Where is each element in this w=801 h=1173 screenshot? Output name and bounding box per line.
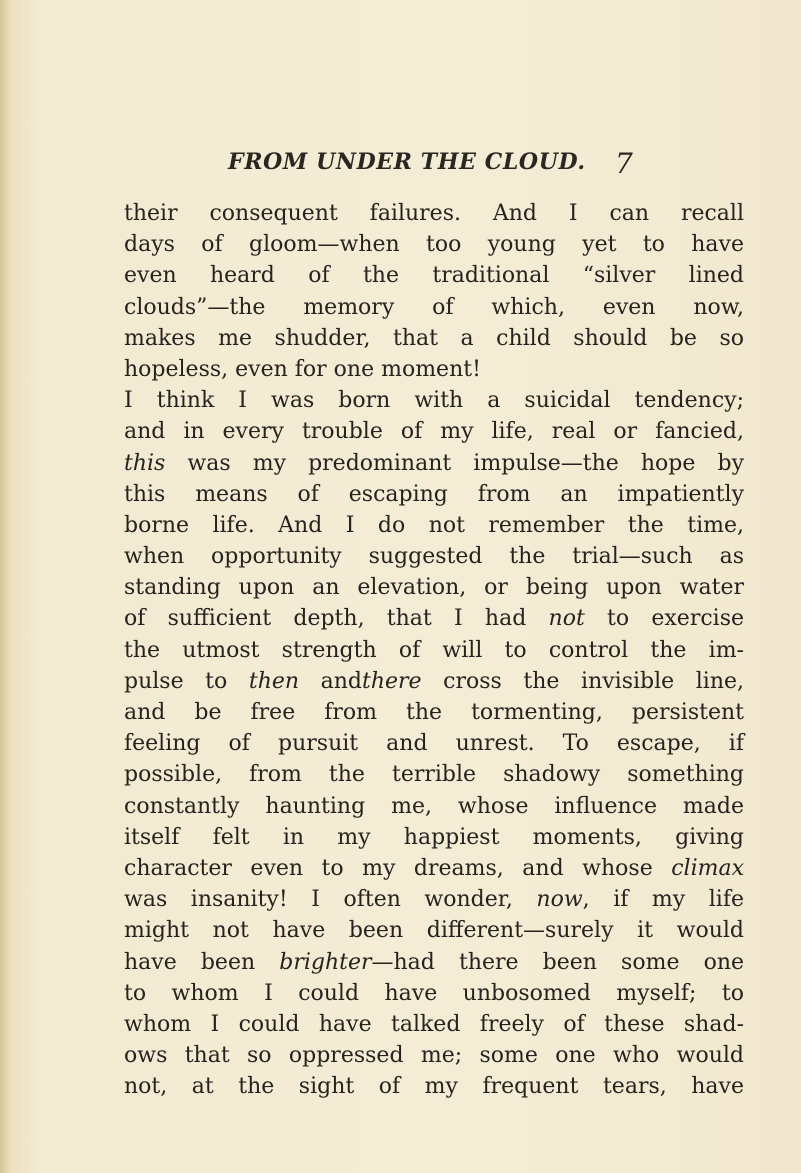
page-gutter-shadow <box>0 0 10 1173</box>
text-line: might not have been different—surely it would <box>124 918 744 944</box>
text-line <box>124 666 744 697</box>
text-line: to whom I could have unbosomed myself; to <box>124 980 744 1006</box>
page-number: 7 <box>615 147 633 180</box>
text-line: days of gloom—when too young yet to have <box>124 232 744 258</box>
text-line: and be free from the tormenting, persistent <box>124 700 744 725</box>
italic-word: now <box>536 887 583 913</box>
text-line: the utmost strength of will to control the im- <box>124 637 744 663</box>
running-title: FROM UNDER THE CLOUD. <box>228 149 586 175</box>
text-line: borne life. And I do not remember the time, <box>124 512 744 538</box>
text-line: hopeless, even for one moment! <box>124 356 481 382</box>
text-line: whom I could have talked freely of these shad- <box>124 1011 744 1037</box>
text-line: and in every trouble of my life, real or fancied, <box>124 419 744 445</box>
text-line <box>124 947 744 978</box>
text-line: constantly haunting me, whose influence made <box>124 793 744 819</box>
italic-word: not <box>548 606 585 632</box>
text-line: clouds”—the memory of which, even now, <box>124 294 744 320</box>
italic-word: there <box>362 668 422 694</box>
text-line <box>124 853 744 884</box>
italic-word: then <box>248 668 300 694</box>
line-part: and <box>299 668 363 694</box>
text-line: possible, from the terrible shadowy something <box>124 762 744 788</box>
body-text <box>124 198 744 1102</box>
text-line <box>124 884 744 915</box>
text-line: when opportunity suggested the trial—such as <box>124 544 744 570</box>
italic-word: this <box>124 450 166 476</box>
line-part: , if my life <box>582 887 744 913</box>
italic-word: climax <box>671 855 744 881</box>
italic-word: brighter <box>279 949 372 975</box>
line-part: have been <box>124 949 280 975</box>
line-part: was insanity! I often wonder, <box>124 887 537 913</box>
text-line: itself felt in my happiest moments, giving <box>124 824 744 850</box>
line-part: of sufficient depth, that I had <box>124 606 549 632</box>
text-line: their consequent failures. And I can recall <box>124 201 744 226</box>
line-part: to exercise <box>584 606 745 632</box>
line-rest: was my predominant impulse—the hope by <box>165 450 744 476</box>
text-line: this means of escaping from an impatiently <box>124 481 744 507</box>
line-part: character even to my dreams, and whose <box>124 855 653 881</box>
text-line: I think I was born with a suicidal tendency; <box>124 388 744 414</box>
text-line: even heard of the traditional “silver lined <box>124 263 744 289</box>
text-line: makes me shudder, that a child should be so <box>124 325 744 351</box>
text-line: standing upon an elevation, or being upon water <box>124 575 744 601</box>
text-line: not, at the sight of my frequent tears, have <box>124 1074 744 1100</box>
line-part: cross the invisible line, <box>421 668 744 694</box>
running-head <box>228 147 748 181</box>
line-part: pulse to <box>124 668 249 694</box>
text-line <box>124 448 744 479</box>
text-line <box>124 603 744 634</box>
text-line: feeling of pursuit and unrest. To escape, if <box>124 731 744 757</box>
line-part: —had there been some one <box>371 949 745 975</box>
text-line: ows that so oppressed me; some one who would <box>124 1043 744 1069</box>
